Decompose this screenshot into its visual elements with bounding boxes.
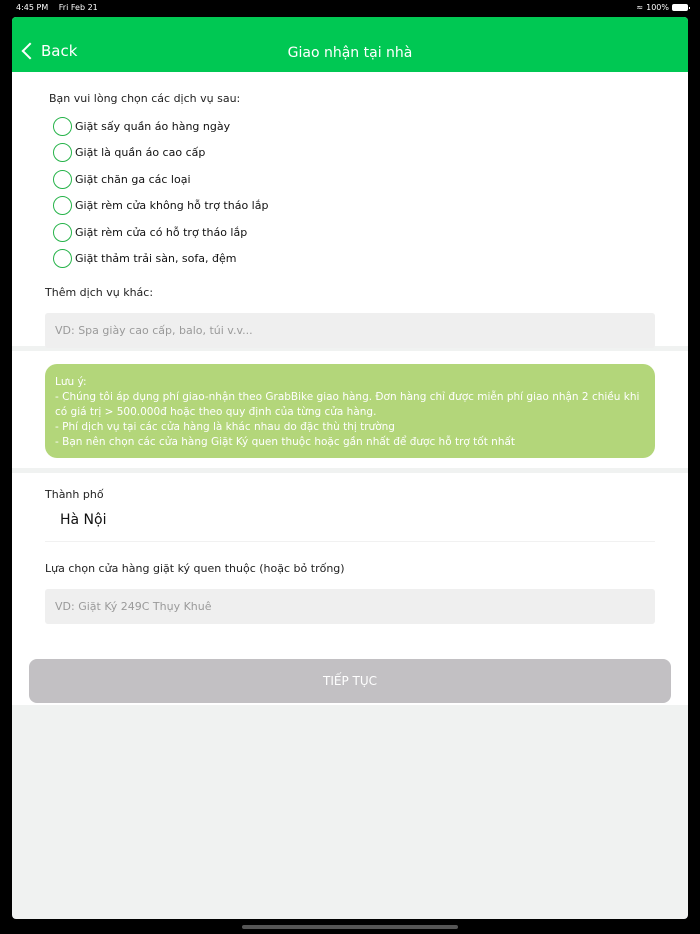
radio-unchecked-icon[interactable] [53,170,72,189]
other-service-label: Thêm dịch vụ khác: [45,286,154,299]
app-screen [12,17,688,919]
service-option[interactable] [53,166,688,193]
wifi-icon: ≈ [636,3,644,12]
note-section [12,351,688,468]
continue-button[interactable]: TIẾP TỤC [29,659,671,703]
note-line: - Chúng tôi áp dụng phí giao-nhận theo GrabBike giao hàng. Đơn hàng chỉ được miễn phí giao nhận 2 chiều khi có giá trị > 500.000đ hoặc theo quy định của từng cửa hàng. [55,391,640,418]
services-prompt: Bạn vui lòng chọn các dịch vụ sau: [49,92,241,105]
status-left [16,3,106,12]
note-line: - Bạn nên chọn các cửa hàng Giặt Ký quen thuộc hoặc gần nhất để được hỗ trợ tốt nhất [55,436,516,448]
services-section [12,72,688,346]
other-service-input[interactable] [45,313,655,348]
service-label: Giặt thảm trải sàn, sofa, đệm [75,252,237,266]
battery-percent: 100% [646,3,669,12]
page-title: Giao nhận tại nhà [287,45,413,61]
service-option[interactable] [53,246,688,273]
radio-unchecked-icon[interactable] [53,196,72,215]
radio-unchecked-icon[interactable] [53,117,72,136]
service-label: Giặt chăn ga các loại [75,172,191,186]
location-section [12,473,688,705]
radio-unchecked-icon[interactable] [53,223,72,242]
note-title: Lưu ý: [55,376,87,388]
status-bar [0,0,700,16]
city-label: Thành phố [45,488,104,501]
home-indicator[interactable] [242,925,458,929]
battery-icon [672,4,688,11]
note-line: - Phí dịch vụ tại các cửa hàng là khác nhau do đặc thù thị trường [55,421,395,433]
services-list [53,113,688,272]
service-option[interactable] [53,140,688,167]
back-label: Back [41,42,78,60]
navigation-bar [12,17,688,72]
service-option[interactable] [53,113,688,140]
service-label: Giặt rèm cửa không hỗ trợ tháo lắp [75,199,269,213]
service-option[interactable] [53,219,688,246]
radio-unchecked-icon[interactable] [53,143,72,162]
store-label: Lựa chọn cửa hàng giặt ký quen thuộc (hoặc bỏ trống) [45,562,345,575]
city-selector[interactable]: Hà Nội [45,512,655,542]
status-right [636,3,688,12]
status-date: Fri Feb 21 [58,3,98,12]
service-option[interactable] [53,193,688,220]
service-label: Giặt rèm cửa có hỗ trợ tháo lắp [75,225,248,239]
note-box [45,364,655,458]
status-time: 4:45 PM [16,3,49,12]
service-label: Giặt là quần áo cao cấp [75,146,206,160]
store-input[interactable] [45,589,655,624]
service-label: Giặt sấy quần áo hàng ngày [75,119,231,133]
radio-unchecked-icon[interactable] [53,249,72,268]
